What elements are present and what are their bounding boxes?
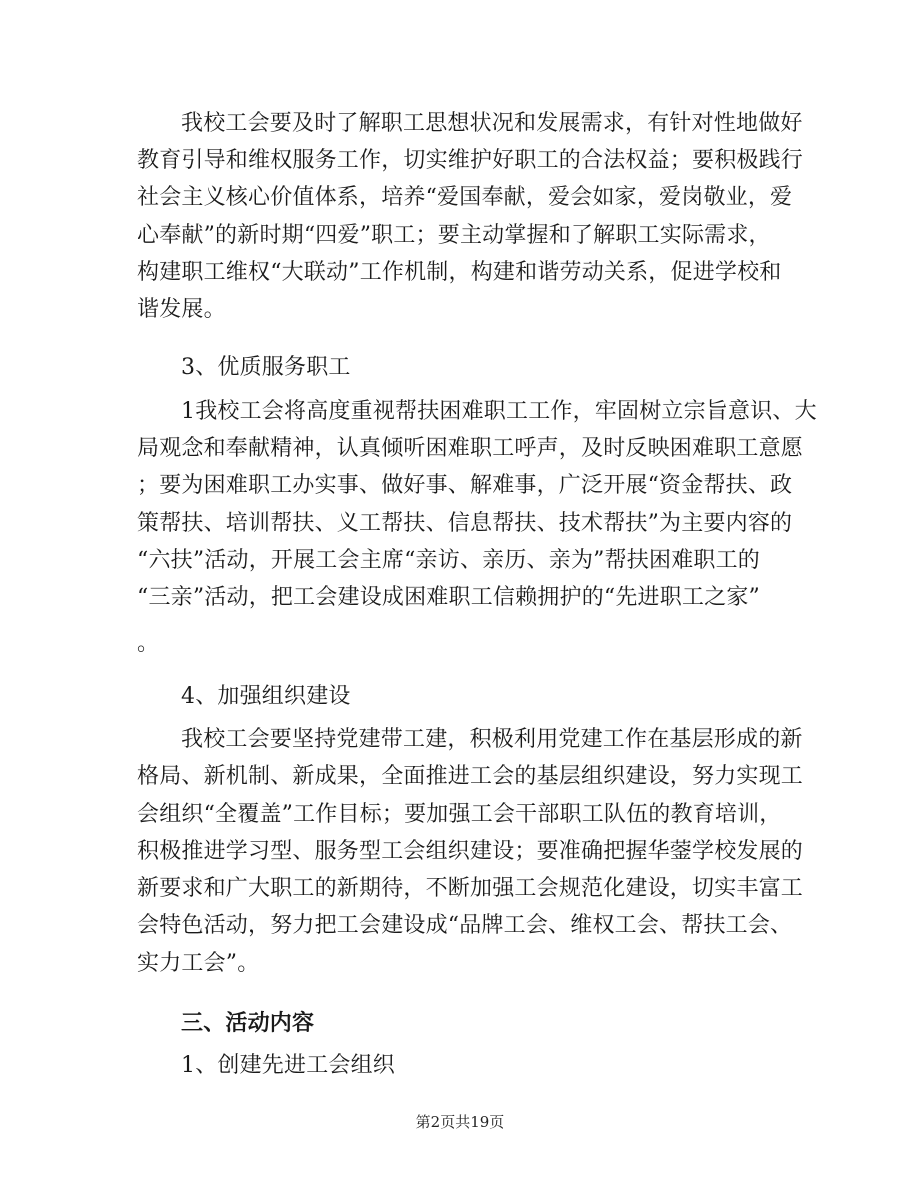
paragraph-line: 我校工会要坚持党建带工建，积极利用党建工作在基层形成的新 [181, 727, 803, 752]
paragraph-line: 1我校工会将高度重视帮扶困难职工工作，牢固树立宗旨意识、大 [181, 399, 817, 424]
paragraph-line: 教育引导和维权服务工作，切实维护好职工的合法权益；要积极践行 [137, 148, 804, 173]
paragraph-line: ；要为困难职工办实事、做好事、解难事，广泛开展“资金帮扶、政 [137, 473, 793, 498]
section-heading: 三、活动内容 [181, 1010, 315, 1036]
page-number: 第2页共19页 [415, 1113, 505, 1131]
paragraph-line: 局观念和奉献精神，认真倾听困难职工呼声，及时反映困难职工意愿 [137, 436, 804, 461]
paragraph-line: 我校工会要及时了解职工思想状况和发展需求，有针对性地做好 [181, 111, 803, 136]
paragraph-line: 心奉献”的新时期“四爱”职工；要主动掌握和了解职工实际需求， [137, 223, 771, 248]
paragraph-line: 。 [137, 631, 160, 656]
paragraph-line: “六扶”活动，开展工会主席“亲访、亲历、亲为”帮扶困难职工的 [137, 548, 760, 573]
paragraph-line: 格局、新机制、新成果，全面推进工会的基层组织建设，努力实现工 [137, 764, 804, 789]
paragraph-line: 新要求和广大职工的新期待，不断加强工会规范化建设，切实丰富工 [137, 876, 804, 901]
paragraph-line: “三亲”活动，把工会建设成困难职工信赖拥护的“先进职工之家” [137, 585, 760, 610]
paragraph-line: 构建职工维权“大联动”工作机制，构建和谐劳动关系，促进学校和 [137, 260, 782, 285]
section-heading: 3、优质服务职工 [181, 355, 351, 380]
section-heading: 4、加强组织建设 [181, 684, 351, 709]
paragraph-line: 会组织“全覆盖”工作目标；要加强工会干部职工队伍的教育培训， [137, 802, 782, 827]
paragraph-line: 积极推进学习型、服务型工会组织建设；要准确把握华蓥学校发展的 [137, 839, 804, 864]
paragraph-line: 会特色活动，努力把工会建设成“品牌工会、维权工会、帮扶工会、 [137, 913, 793, 938]
section-heading: 1、创建先进工会组织 [181, 1053, 395, 1078]
paragraph-line: 策帮扶、培训帮扶、义工帮扶、信息帮扶、技术帮扶”为主要内容的 [137, 511, 793, 536]
paragraph-line: 谐发展。 [137, 297, 226, 322]
paragraph-line: 实力工会”。 [137, 951, 260, 976]
paragraph-line: 社会主义核心价值体系，培养“爱国奉献，爱会如家，爱岗敬业，爱 [137, 185, 793, 210]
